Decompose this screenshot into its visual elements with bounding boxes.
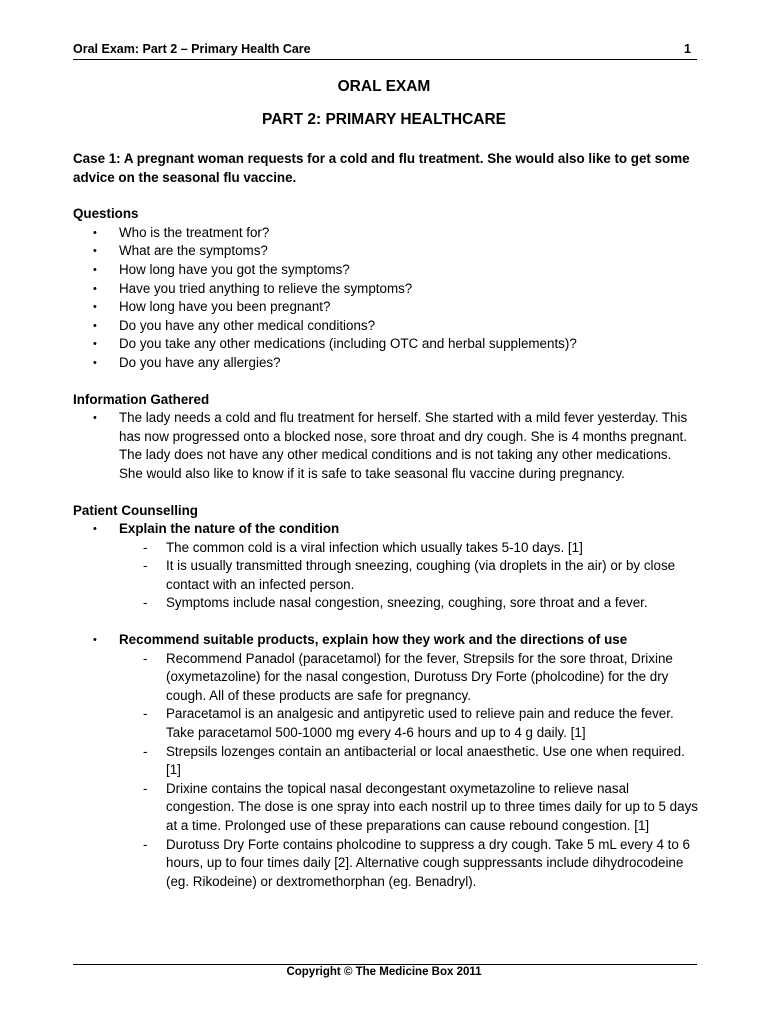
counselling-subpoints xyxy=(119,539,698,613)
question-item: • Do you have any other medical conditions? xyxy=(73,317,698,336)
copyright-footer: Copyright © The Medicine Box 2011 xyxy=(286,966,482,978)
document-body xyxy=(73,150,698,891)
counselling-subpoint: - Symptoms include nasal congestion, sneezing, coughing, sore throat and a fever. xyxy=(119,594,698,613)
spacer xyxy=(119,613,698,631)
case-statement: Case 1: A pregnant woman requests for a cold and flu treatment. She would also like to get some advice on the seasonal flu vaccine. xyxy=(73,151,690,185)
question-item: • Have you tried anything to relieve the symptoms? xyxy=(73,280,698,299)
counselling-subpoint: - Strepsils lozenges contain an antibacterial or local anaesthetic. Use one when required. [1] xyxy=(119,743,698,780)
information-heading: Information Gathered xyxy=(73,391,210,407)
counselling-point-title: • Recommend suitable products, explain how they work and the directions of use xyxy=(119,632,628,648)
counselling-point xyxy=(73,520,698,631)
counselling-subpoint: - Drixine contains the topical nasal decongestant oxymetazoline to relieve nasal congestion. The dose is one spray into each nostril up to three times daily for up to 5 days at a time. Prolonged use of these preparations can cause rebound congestion. [1] xyxy=(119,780,698,836)
counselling-point xyxy=(73,631,698,891)
counselling-subpoint: - The common cold is a viral infection which usually takes 5-10 days. [1] xyxy=(119,539,698,558)
question-item: • What are the symptoms? xyxy=(73,242,698,261)
counselling-subpoint: - It is usually transmitted through sneezing, coughing (via droplets in the air) or by close contact with an infected person. xyxy=(119,557,698,594)
questions-list xyxy=(73,224,698,373)
counselling-subpoints xyxy=(119,650,698,892)
information-item: • The lady needs a cold and flu treatment for herself. She started with a mild fever yesterday. This has now progressed onto a blocked nose, sore throat and dry cough. She is 4 months pregnant. The lady does not have any other medical conditions and is not taking any other medications. She would also like to know if it is safe to take seasonal flu vaccine during pregnancy. xyxy=(73,409,698,483)
question-item: • Do you take any other medications (including OTC and herbal supplements)? xyxy=(73,335,698,354)
questions-heading: Questions xyxy=(73,206,139,222)
question-item: • Who is the treatment for? xyxy=(73,224,698,243)
question-item: • Do you have any allergies? xyxy=(73,354,698,373)
counselling-subpoint: - Paracetamol is an analgesic and antipyretic used to relieve pain and reduce the fever. Take paracetamol 500-1000 mg every 4-6 hours and up to 4 g daily. [1] xyxy=(119,705,698,742)
question-item: • How long have you been pregnant? xyxy=(73,298,698,317)
page-number: 1 xyxy=(684,42,691,56)
counselling-heading: Patient Counselling xyxy=(73,502,198,518)
footer-divider xyxy=(73,964,697,965)
information-list xyxy=(73,409,698,483)
counselling-list xyxy=(73,520,698,891)
document-title: ORAL EXAM xyxy=(337,78,431,95)
header-title: Oral Exam: Part 2 – Primary Health Care xyxy=(73,42,311,56)
counselling-subpoint: - Recommend Panadol (paracetamol) for the fever, Strepsils for the sore throat, Drixine (oxymetazoline) for the nasal congestion, Durotuss Dry Forte (pholcodine) for the dry cough. All of these products are safe for pregnancy. xyxy=(119,650,698,706)
page-header xyxy=(73,42,697,58)
header-divider xyxy=(73,59,697,60)
document-subtitle: PART 2: PRIMARY HEALTHCARE xyxy=(262,111,506,128)
counselling-subpoint: - Durotuss Dry Forte contains pholcodine to suppress a dry cough. Take 5 mL every 4 to 6 hours, up to four times daily [2]. Alternative cough suppressants include dihydrocodeine (eg. Rikodeine) or dextromethorphan (eg. Benadryl). xyxy=(119,836,698,892)
question-item: • How long have you got the symptoms? xyxy=(73,261,698,280)
counselling-point-title: • Explain the nature of the condition xyxy=(119,521,340,537)
